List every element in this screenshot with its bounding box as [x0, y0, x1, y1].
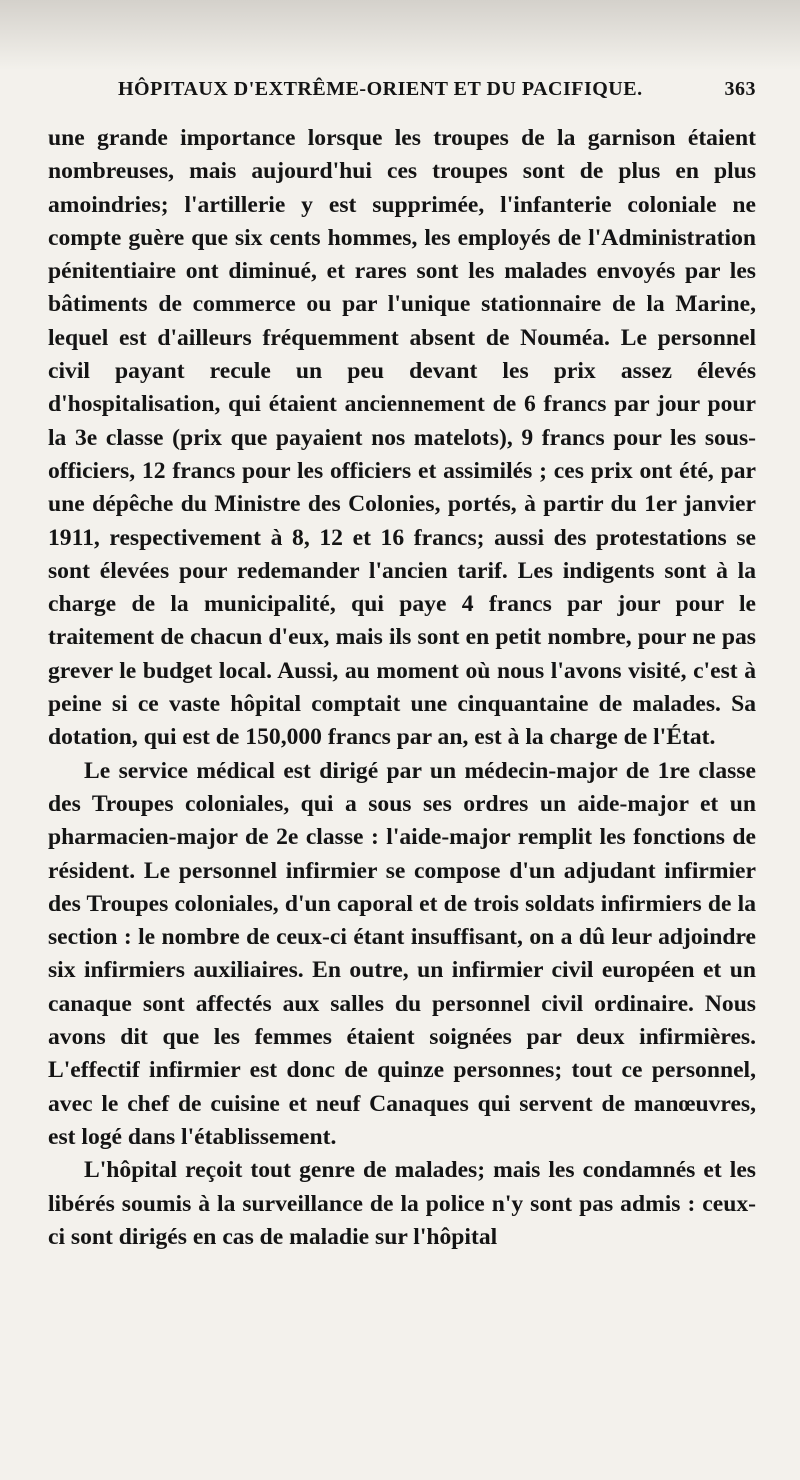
paragraph-2: Le service médical est dirigé par un médecin-major de 1re classe des Troupes coloniales, qui a sous ses ordres un aide-major et un pharmacien-major de 2e classe : l'aide-major remplit les fonctions de résident. Le personnel infirmier se compose d'un adjudant infirmier des Troupes coloniales, d'un caporal et de trois soldats infirmiers de la section : le nombre de ceux-ci étant insuffisant, on a dû leur adjoindre six infirmiers auxiliaires. En outre, un infirmier civil européen et un canaque sont affectés aux salles du personnel civil ordinaire. Nous avons dit que les femmes étaient soignées par deux infirmières. L'effectif infirmier est donc de quinze personnes; tout ce personnel, avec le chef de cuisine et neuf Canaques qui servent de manœuvres, est logé dans l'établissement. [48, 757, 756, 1150]
book-page [48, 78, 756, 1254]
running-title: HÔPITAUX D'EXTRÊME-ORIENT ET DU PACIFIQUE. [118, 78, 643, 100]
running-head [48, 78, 756, 112]
paragraph-3: L'hôpital reçoit tout genre de malades; mais les condamnés et les libérés soumis à la surveillance de la police n'y sont pas admis : ceux-ci sont dirigés en cas de maladie sur l'hôpital [48, 1157, 756, 1250]
page-number: 363 [724, 78, 756, 100]
scan-shadow [0, 0, 800, 70]
body-text [48, 122, 756, 1254]
paragraph-1: une grande importance lorsque les troupes de la garnison étaient nombreuses, mais aujourd'hui ces troupes sont de plus en plus amoindries; l'artillerie y est supprimée, l'infanterie coloniale ne compte guère que six cents hommes, les employés de l'Administration pénitentiaire ont diminué, et rares sont les malades envoyés par les bâtiments de commerce ou par l'unique stationnaire de la Marine, lequel est d'ailleurs fréquemment absent de Nouméa. Le personnel civil payant recule un peu devant les prix assez élevés d'hospitalisation, qui étaient anciennement de 6 francs par jour pour la 3e classe (prix que payaient nos matelots), 9 francs pour les sous-officiers, 12 francs pour les officiers et assimilés ; ces prix ont été, par une dépêche du Ministre des Colonies, portés, à partir du 1er janvier 1911, respectivement à 8, 12 et 16 francs; aussi des protestations se sont élevées pour redemander l'ancien tarif. Les indigents sont à la charge de la municipalité, qui paye 4 francs par jour pour le traitement de chacun d'eux, mais ils sont en petit nombre, pour ne pas grever le budget local. Aussi, au moment où nous l'avons visité, c'est à peine si ce vaste hôpital comptait une cinquantaine de malades. Sa dotation, qui est de 150,000 francs par an, est à la charge de l'État. [48, 125, 756, 751]
